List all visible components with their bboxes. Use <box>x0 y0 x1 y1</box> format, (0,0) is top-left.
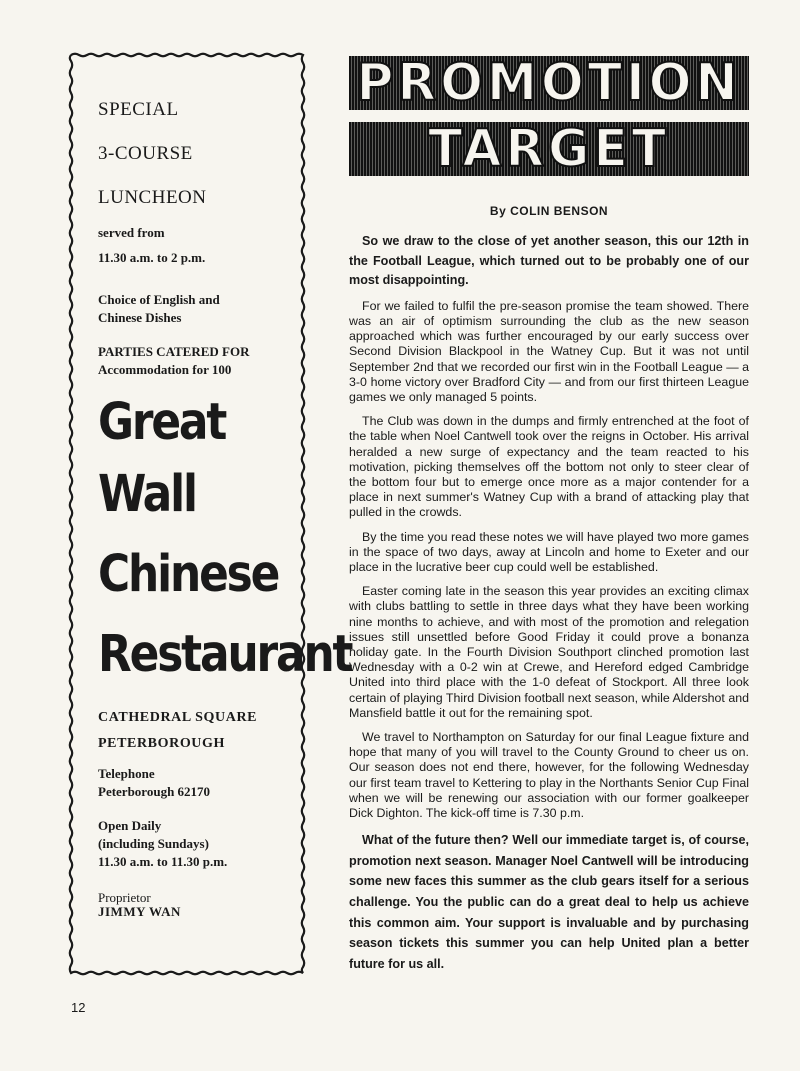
body-paragraph: Easter coming late in the season this year provides an exciting climax with clubs battling to settle in three days what they have been working nine months to achieve, and with most of the promotion and relegation issues still unsettled before Good Friday it could prove a bonanza holiday gate. In the Fourth Division Southport clinched promotion last Wednesday with a 0-2 win at Crewe, and Hereford edged Cambridge United into third place with the 1-0 defeat of Stockport. All three look certain of playing Third Division football next season, while Aldershot and Mansfield battle it out for the remaining spot. <box>349 584 749 720</box>
proprietor-name-text: JIMMY WAN <box>98 904 181 919</box>
advert-luncheon: LUNCHEON <box>98 187 207 208</box>
advert-telephone-label: Telephone <box>98 766 155 781</box>
body-paragraph: For we failed to fulfil the pre-season promise the team showed. There was an air of optimism surrounding the club as the new season approached which was further encouraged by our early success over Second Division Blackpool in the Watney Cup. But it was not until September 2nd that we recorded our first win in the Football League — a 3-0 home victory over Bradford City — and from our first thirteen League games we only managed 5 points. <box>349 298 749 404</box>
body-paragraph: By the time you read these notes we will have played two more games in the space of two days, away at Lincoln and home to Exeter and our place in the lucrative beer cup could well be established. <box>349 529 749 575</box>
body-paragraph: We travel to Northampton on Saturday for our final League fixture and hope that many of you will travel to the County Ground to cheer us on. Our season does not end there, however, for the following Wednesday our first team travel to Kettering to play in the Northants Senior Cup Final when we will be renewing our association with our former goalkeeper Dick Dighton. The kick-off time is 7.30 p.m. <box>349 730 749 821</box>
headline-banner-2 <box>349 122 749 176</box>
restaurant-name-word: Chinese <box>98 545 279 604</box>
advert-3-course: 3-COURSE <box>98 143 193 164</box>
restaurant-advert <box>66 50 352 978</box>
lead-paragraph: So we draw to the close of yet another season, this our 12th in the Football League, which turned out to be probably one of our most disappointing. <box>349 234 749 288</box>
advert-choice-2: Chinese Dishes <box>98 310 182 325</box>
advert-served-from: served from <box>98 225 165 240</box>
advert-open-1: Open Daily <box>98 818 162 833</box>
advert-open-2: (including Sundays) <box>98 836 209 851</box>
closing-paragraph: What of the future then? Well our immediate target is, of course, promotion next season. Manager Noel Cantwell will be introducing some new faces this summer as the club gears itself for a serious challenge. You the public can do a great deal to help us achieve this common aim. Your support is invaluable and by purchasing season tickets this summer you can help United plan a better future for us all. <box>349 833 749 971</box>
page-number: 12 <box>71 1000 86 1015</box>
body-paragraph: The Club was down in the dumps and firmly entrenched at the foot of the table when Noel Cantwell took over the reigns in October. His arrival heralded a new surge of expectancy and the team reacted to his motivation, picking themselves off the bottom not only to steer clear of the bottom four but to emerge once more as a major contender for a place in next summer's Watney Cup with a brand of attacking play that pulled in the crowds. <box>349 414 749 520</box>
headline-promotion: PROMOTION <box>356 56 742 110</box>
headline-banner-1 <box>349 56 749 110</box>
advert-choice-1: Choice of English and <box>98 292 220 307</box>
advert-parties: PARTIES CATERED FOR <box>98 344 250 359</box>
restaurant-name <box>98 393 352 684</box>
advert-accommodation: Accommodation for 100 <box>98 362 232 377</box>
restaurant-name-word: Restaurant <box>98 625 352 684</box>
article-body <box>349 232 749 983</box>
advert-address-2: PETERBOROUGH <box>98 736 225 751</box>
advert-proprietor-label: Proprietor <box>98 890 151 905</box>
advert-open-3: 11.30 a.m. to 11.30 p.m. <box>98 854 228 869</box>
advert-telephone-number: Peterborough 62170 <box>98 784 211 799</box>
byline: By COLIN BENSON <box>489 204 609 218</box>
advert-address-1: CATHEDRAL SQUARE <box>98 710 258 725</box>
restaurant-name-word: Wall <box>98 465 196 524</box>
advert-served-time: 11.30 a.m. to 2 p.m. <box>98 250 206 265</box>
restaurant-name-word: Great <box>98 393 226 452</box>
advert-special: SPECIAL <box>98 99 179 120</box>
advert-proprietor-name <box>98 905 308 919</box>
headline-target: TARGET <box>428 122 670 176</box>
